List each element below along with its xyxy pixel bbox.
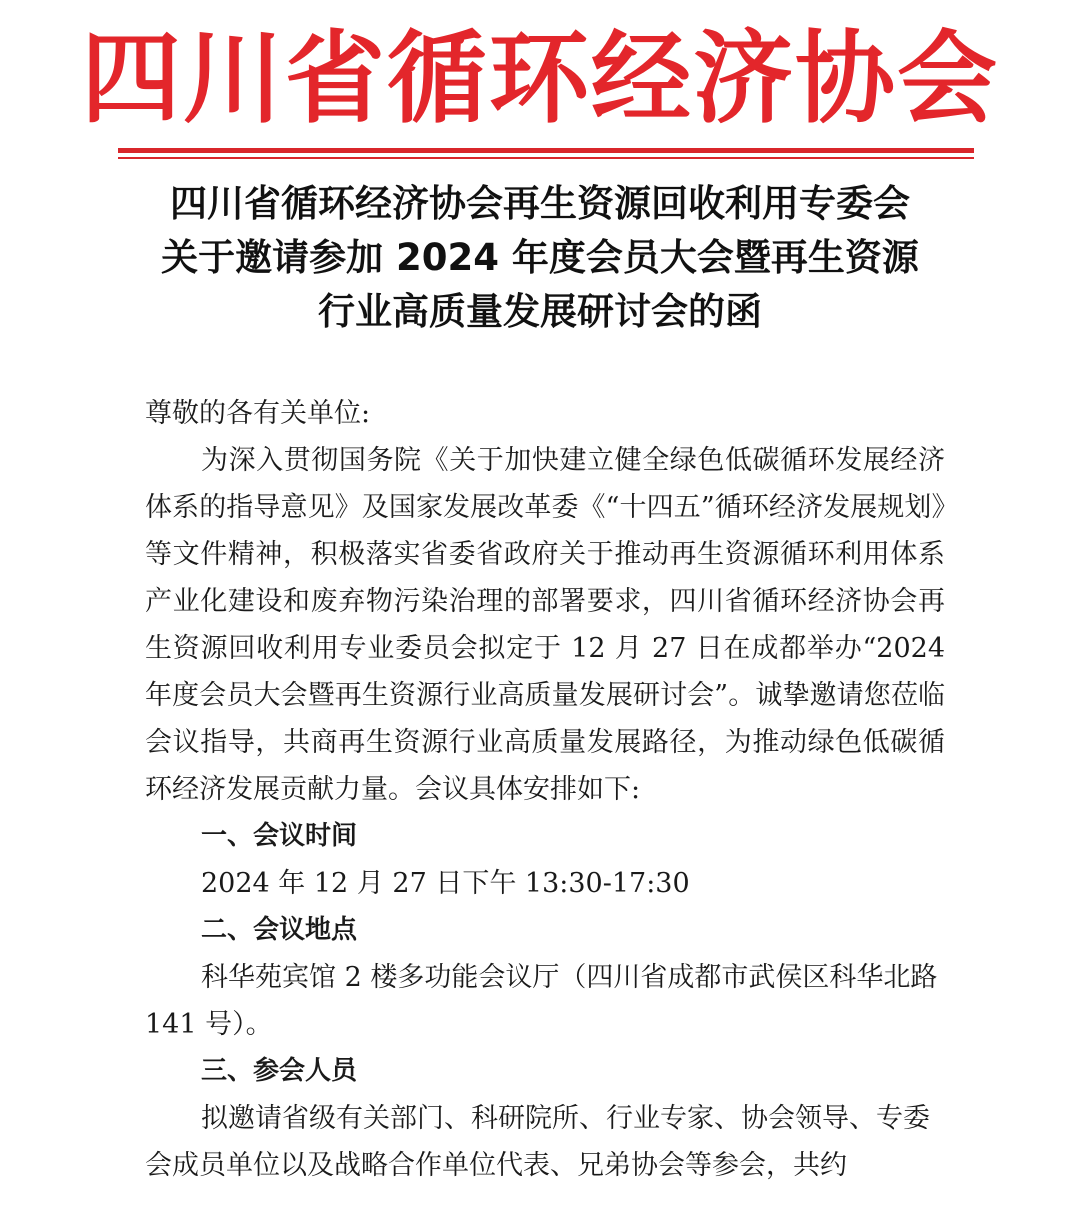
document-body <box>145 390 945 1189</box>
title-line-1: 四川省循环经济协会再生资源回收利用专委会 <box>170 182 910 225</box>
document-title <box>60 177 1020 339</box>
intro-paragraph: 为深入贯彻国务院《关于加快建立健全绿色低碳循环发展经济体系的指导意见》及国家发展改革委《“十四五”循环经济发展规划》等文件精神，积极落实省委省政府关于推动再生资源循环利用体系产业化建设和废弃物污染治理的部署要求，四川省循环经济协会再生资源回收利用专业委员会拟定于 12 月 27 日在成都举办“2024 年度会员大会暨再生资源行业高质量发展研讨会”。诚挚邀请您莅临会议指导，共商再生资源行业高质量发展路径，为推动绿色低碳循环经济发展贡献力量。会议具体安排如下: <box>145 445 945 805</box>
section-heading-attendees: 三、参会人员 <box>201 1056 358 1086</box>
section-content-venue: 科华苑宾馆 2 楼多功能会议厅（四川省成都市武侯区科华北路 141 号）。 <box>145 962 938 1040</box>
section-heading-venue: 二、会议地点 <box>201 915 358 945</box>
section-content-time: 2024 年 12 月 27 日下午 13:30-17:30 <box>201 868 690 899</box>
letterhead-org-name: 四川省循环经济协会 <box>81 19 999 137</box>
title-line-3: 行业高质量发展研讨会的函 <box>318 290 762 333</box>
letterhead-red-rule <box>118 148 974 153</box>
title-line-2: 关于邀请参加 2024 年度会员大会暨再生资源 <box>161 236 919 279</box>
letterhead-red-rule-thin <box>118 157 974 159</box>
section-content-attendees: 拟邀请省级有关部门、科研院所、行业专家、协会领导、专委会成员单位以及战略合作单位代表、兄弟协会等参会，共约 <box>145 1103 930 1181</box>
section-heading-time: 一、会议时间 <box>201 821 358 851</box>
salutation: 尊敬的各有关单位: <box>145 398 371 429</box>
